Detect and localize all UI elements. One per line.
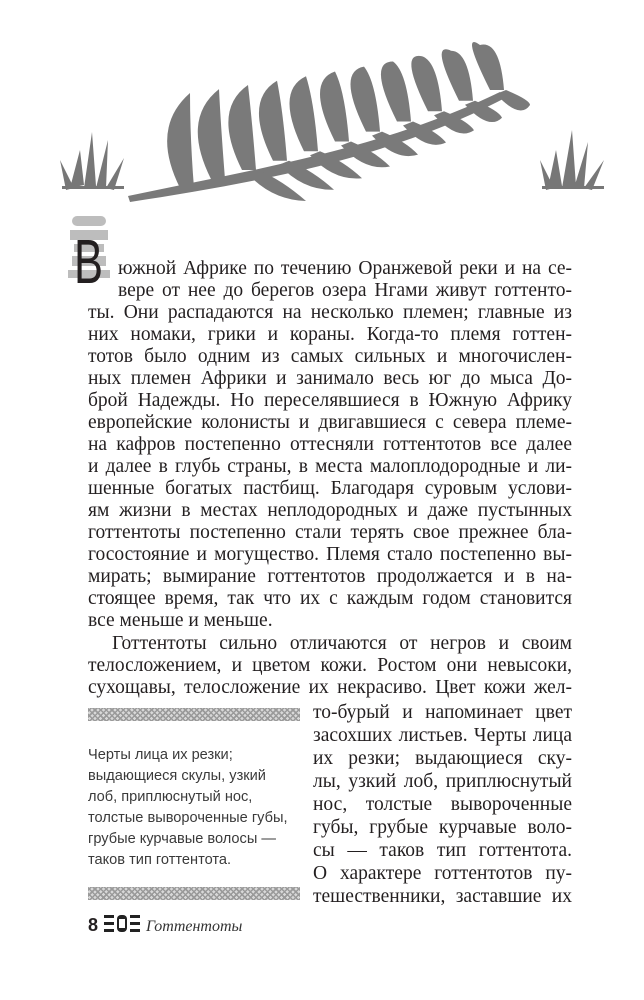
text-line: мирать; вымирание готтентотов продолжается и в на- — [88, 566, 572, 587]
sidebar-ornament-bottom — [88, 887, 300, 900]
footer-ornament-icon — [104, 915, 140, 932]
sidebar-line: выдающиеся скулы, узкий — [88, 768, 266, 784]
text-line: их резки; выдающиеся ску- — [313, 748, 572, 769]
text-line: все меньше и меньше. — [88, 610, 273, 631]
running-title: Готтентоты — [146, 918, 243, 935]
text-line: тешественники, заставшие их — [313, 886, 572, 907]
text-line: лы, узкий лоб, приплюснутый — [313, 771, 572, 792]
text-line: телосложением, и цветом кожи. Ростом они невысоки, — [88, 655, 572, 676]
sidebar-ornament-top — [88, 708, 300, 721]
text-line: засохших листьев. Черты лица — [313, 725, 572, 746]
text-line: ты. Они распадаются на несколько племен; главные из — [88, 302, 572, 323]
text-line: и далее в глубь страны, в места малоплодородные и ли- — [88, 456, 572, 477]
text-line: госостояние и могущество. Племя стало постепенно вы- — [88, 544, 572, 565]
text-line: сы — таков тип готтентота. — [313, 840, 572, 861]
text-line: стоящее время, так что их с каждым годом становится — [88, 588, 572, 609]
text-line: сухощавы, телосложение их некрасиво. Цвет кожи жел- — [88, 677, 572, 698]
text-line: готтентоты постепенно стали терять свое прежнее бла- — [88, 522, 572, 543]
drop-cap: В — [74, 228, 103, 297]
text-line: вере от нее до берегов озера Нгами живут готтенто- — [118, 280, 572, 301]
sidebar-line: грубые курчавые волосы — — [88, 831, 276, 847]
text-line: ных племен Африки и занимало весь юг до мыса До- — [88, 368, 572, 389]
sidebar-line: толстые вывороченные губы, — [88, 810, 288, 826]
grass-tuft-left-icon — [60, 132, 124, 190]
text-line: то-бурый и напоминает цвет — [313, 702, 572, 723]
text-line: губы, грубые курчавые воло- — [313, 817, 572, 838]
sidebar-line: Черты лица их резки; — [88, 747, 233, 763]
sidebar-quote — [88, 745, 303, 871]
text-line: европейские колонисты и двигавшиеся с севера племе- — [88, 412, 572, 433]
text-line: на кафров постепенно оттесняли готтентотов все далее — [88, 434, 572, 455]
text-line: южной Африке по течению Оранжевой реки и на се- — [118, 258, 572, 279]
sidebar-line: лоб, приплюснутый нос, — [88, 789, 253, 805]
sidebar-line: таков тип готтентота. — [88, 852, 232, 868]
text-line: ям жизни в местах неплодородных и даже пустынных — [88, 500, 572, 521]
palm-leaf-illustration — [0, 0, 644, 230]
text-line: шенные богатых пастбищ. Благодаря суровым услови- — [88, 478, 572, 499]
text-line: них номаки, грики и кораны. Когда-то племя готтен- — [88, 324, 572, 345]
page-number: 8 — [88, 915, 99, 935]
text-line: Готтентоты сильно отличаются от негров и своим — [112, 633, 572, 654]
text-line: тотов было одним из самых сильных и многочислен- — [88, 346, 572, 367]
text-line: брой Надежды. Но переселявшиеся в Южную Африку — [88, 390, 572, 411]
text-line: О характере готтентотов пу- — [313, 863, 572, 884]
text-line: нос, толстые вывороченные — [313, 794, 572, 815]
grass-tuft-right-icon — [540, 130, 604, 190]
